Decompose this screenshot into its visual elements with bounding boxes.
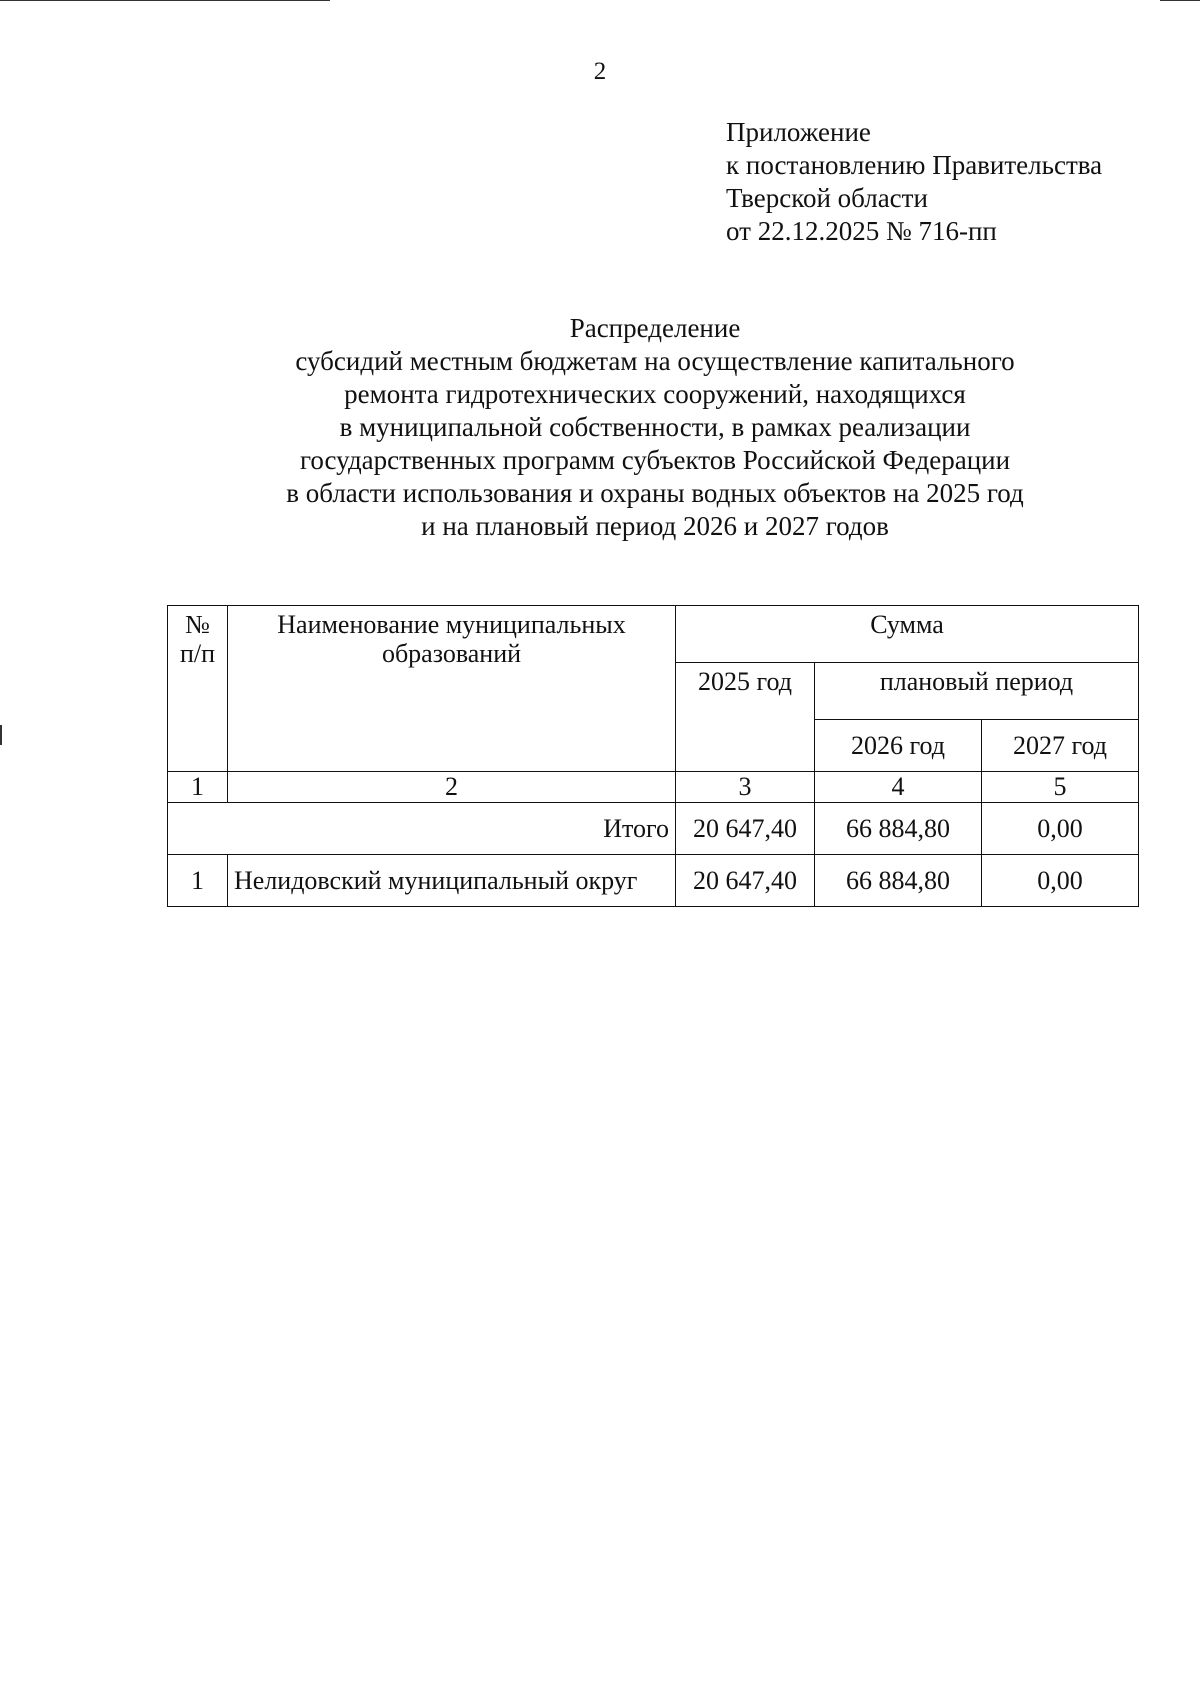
appendix-block <box>726 116 1102 248</box>
scan-line-left-edge <box>0 725 2 745</box>
appendix-line: к постановлению Правительства <box>726 150 1103 180</box>
row-2027: 0,00 <box>982 855 1139 907</box>
appendix-line: от 22.12.2025 № 716-пп <box>726 216 997 246</box>
header-year-2026: 2026 год <box>815 720 982 772</box>
column-number: 1 <box>168 772 228 803</box>
header-name: Наименование муниципальных образований <box>228 606 676 772</box>
row-2026: 66 884,80 <box>815 855 982 907</box>
header-sum: Сумма <box>676 606 1139 663</box>
total-2025: 20 647,40 <box>676 803 815 855</box>
appendix-line: Приложение <box>726 117 871 147</box>
title-line: в области использования и охраны водных объектов на 2025 год <box>286 478 1024 508</box>
header-num: № п/п <box>168 606 228 772</box>
title-line: в муниципальной собственности, в рамках реализации <box>339 412 971 442</box>
row-2025: 20 647,40 <box>676 855 815 907</box>
appendix-line: Тверской области <box>726 183 928 213</box>
title-line: ремонта гидротехнических сооружений, находящихся <box>344 379 966 409</box>
title-line: Распределение <box>569 313 741 343</box>
column-number-row <box>168 772 1139 803</box>
table-row <box>168 855 1139 907</box>
total-row <box>168 803 1139 855</box>
column-number: 5 <box>982 772 1139 803</box>
column-number: 2 <box>228 772 676 803</box>
header-planned-period: плановый период <box>815 663 1139 720</box>
header-year-2025: 2025 год <box>676 663 815 772</box>
title-line: и на плановый период 2026 и 2027 годов <box>421 511 889 541</box>
row-num: 1 <box>168 855 228 907</box>
distribution-table <box>167 605 1139 907</box>
total-2026: 66 884,80 <box>815 803 982 855</box>
header-year-2027: 2027 год <box>982 720 1139 772</box>
document-title <box>200 312 1110 543</box>
scan-line-top-left <box>0 0 330 1</box>
column-number: 4 <box>815 772 982 803</box>
row-name: Нелидовский муниципальный округ <box>228 855 676 907</box>
page-number: 2 <box>593 58 607 85</box>
scan-line-top-right <box>1160 0 1200 1</box>
title-line: государственных программ субъектов Российской Федерации <box>299 445 1011 475</box>
column-number: 3 <box>676 772 815 803</box>
total-2027: 0,00 <box>982 803 1139 855</box>
title-line: субсидий местным бюджетам на осуществление капитального <box>295 346 1015 376</box>
total-label: Итого <box>168 803 676 855</box>
